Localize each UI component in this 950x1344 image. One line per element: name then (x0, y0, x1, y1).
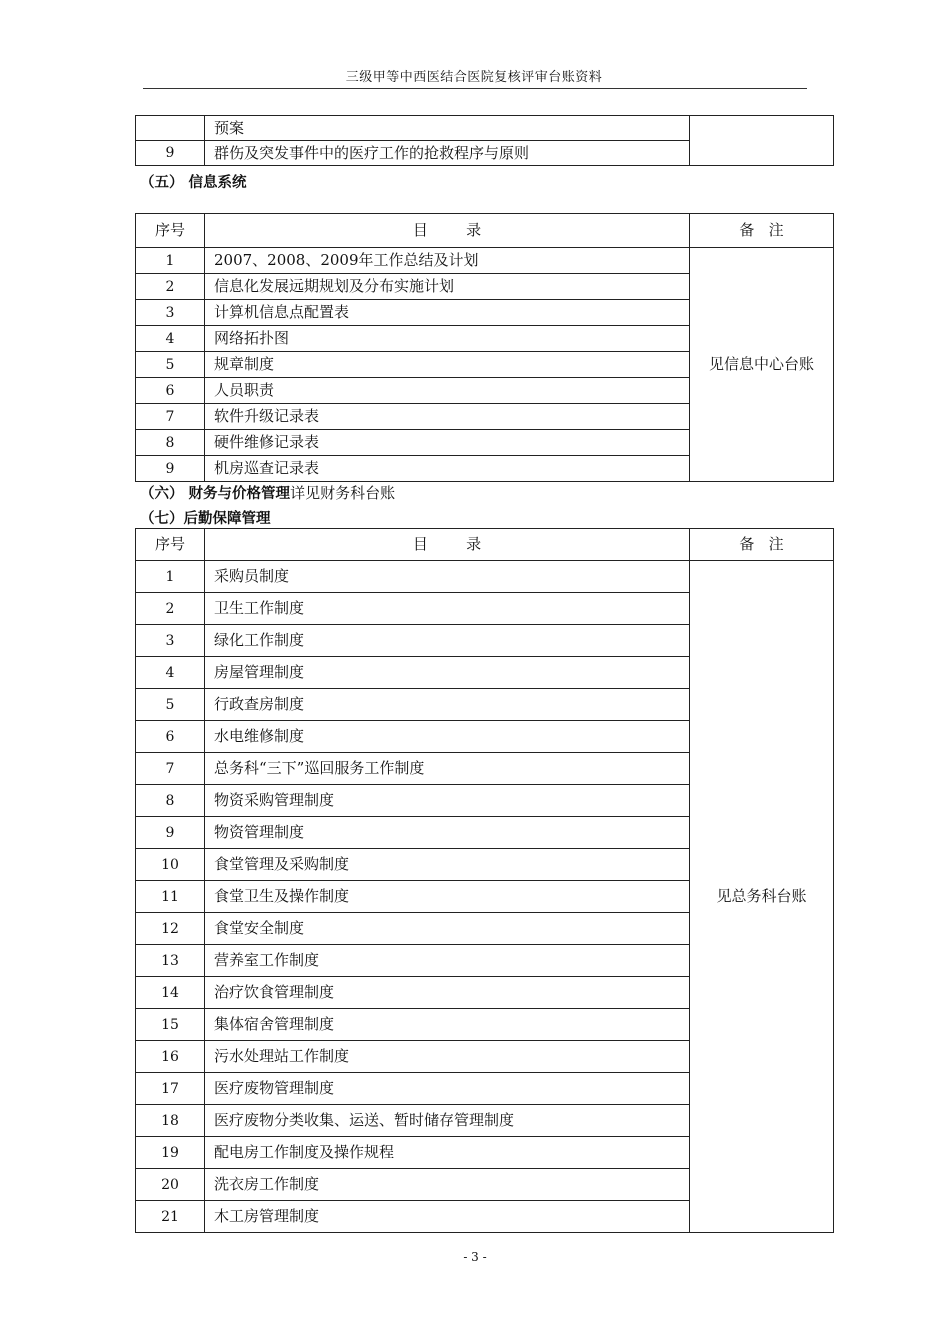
section-5-heading: （五） 信息系统 (140, 175, 247, 191)
row-item: 物资采购管理制度 (205, 785, 690, 817)
row-number: 8 (136, 430, 205, 456)
row-item: 群伤及突发事件中的医疗工作的抢救程序与原则 (205, 141, 690, 166)
row-item: 绿化工作制度 (205, 625, 690, 657)
row-item: 洗衣房工作制度 (205, 1169, 690, 1201)
row-number: 18 (136, 1105, 205, 1137)
row-item: 木工房管理制度 (205, 1201, 690, 1233)
row-item: 治疗饮食管理制度 (205, 977, 690, 1009)
row-number: 10 (136, 849, 205, 881)
row-item: 硬件维修记录表 (205, 430, 690, 456)
row-item: 人员职责 (205, 378, 690, 404)
row-item: 水电维修制度 (205, 721, 690, 753)
row-number: 8 (136, 785, 205, 817)
row-item: 配电房工作制度及操作规程 (205, 1137, 690, 1169)
row-item: 信息化发展远期规划及分布实施计划 (205, 274, 690, 300)
table-row (136, 561, 834, 593)
row-item: 网络拓扑图 (205, 326, 690, 352)
row-number: 4 (136, 657, 205, 689)
table-row (136, 248, 834, 274)
row-number: 5 (136, 689, 205, 721)
row-number: 11 (136, 881, 205, 913)
page-header-title: 三级甲等中西医结合医院复核评审台账资料 (345, 70, 603, 85)
row-item: 食堂安全制度 (205, 913, 690, 945)
section-6-suffix: 详见财务科台账 (290, 484, 396, 502)
row-item: 行政查房制度 (205, 689, 690, 721)
row-item: 采购员制度 (205, 561, 690, 593)
row-number: 2 (136, 274, 205, 300)
row-item: 2007、2008、2009年工作总结及计划 (205, 248, 690, 274)
row-number: 16 (136, 1041, 205, 1073)
continuation-table (135, 115, 834, 166)
row-number: 9 (136, 817, 205, 849)
row-number: 9 (136, 141, 205, 166)
remark-cell (690, 116, 834, 166)
row-number: 5 (136, 352, 205, 378)
row-item: 总务科“三下”巡回服务工作制度 (205, 753, 690, 785)
row-number: 6 (136, 721, 205, 753)
header-item: 目 录 (205, 529, 690, 561)
row-number: 12 (136, 913, 205, 945)
header-num: 序号 (136, 529, 205, 561)
row-number: 7 (136, 404, 205, 430)
row-number: 20 (136, 1169, 205, 1201)
row-number: 3 (136, 300, 205, 326)
row-item: 卫生工作制度 (205, 593, 690, 625)
row-number: 14 (136, 977, 205, 1009)
row-item: 机房巡查记录表 (205, 456, 690, 482)
row-item: 物资管理制度 (205, 817, 690, 849)
row-item: 医疗废物分类收集、运送、暂时储存管理制度 (205, 1105, 690, 1137)
logistics-table (135, 528, 834, 1233)
row-number: 7 (136, 753, 205, 785)
row-number: 17 (136, 1073, 205, 1105)
remark-cell: 见总务科台账 (690, 561, 834, 1233)
row-number: 19 (136, 1137, 205, 1169)
table-row (136, 116, 834, 141)
row-number: 6 (136, 378, 205, 404)
row-item: 房屋管理制度 (205, 657, 690, 689)
remark-cell: 见信息中心台账 (690, 248, 834, 482)
row-number: 15 (136, 1009, 205, 1041)
row-item: 医疗废物管理制度 (205, 1073, 690, 1105)
row-number: 9 (136, 456, 205, 482)
row-item: 食堂卫生及操作制度 (205, 881, 690, 913)
row-number: 3 (136, 625, 205, 657)
header-note: 备 注 (690, 529, 834, 561)
row-number: 1 (136, 248, 205, 274)
row-item: 计算机信息点配置表 (205, 300, 690, 326)
row-number: 13 (136, 945, 205, 977)
row-number (136, 116, 205, 141)
row-number: 1 (136, 561, 205, 593)
section-7-heading: （七）后勤保障管理 (140, 511, 271, 527)
table-header-row (136, 529, 834, 561)
info-system-table (135, 213, 834, 482)
header-num: 序号 (136, 214, 205, 248)
row-item: 预案 (205, 116, 690, 141)
row-number: 2 (136, 593, 205, 625)
row-item: 规章制度 (205, 352, 690, 378)
row-item: 软件升级记录表 (205, 404, 690, 430)
section-6-heading (140, 482, 395, 503)
page-number: - 3 - (463, 1250, 487, 1264)
header-note: 备 注 (690, 214, 834, 248)
header-divider (143, 88, 807, 89)
row-number: 4 (136, 326, 205, 352)
row-number: 21 (136, 1201, 205, 1233)
row-item: 食堂管理及采购制度 (205, 849, 690, 881)
section-6-title: （六） 财务与价格管理 (140, 486, 291, 502)
row-item: 集体宿舍管理制度 (205, 1009, 690, 1041)
table-header-row (136, 214, 834, 248)
row-item: 营养室工作制度 (205, 945, 690, 977)
row-item: 污水处理站工作制度 (205, 1041, 690, 1073)
header-item: 目 录 (205, 214, 690, 248)
